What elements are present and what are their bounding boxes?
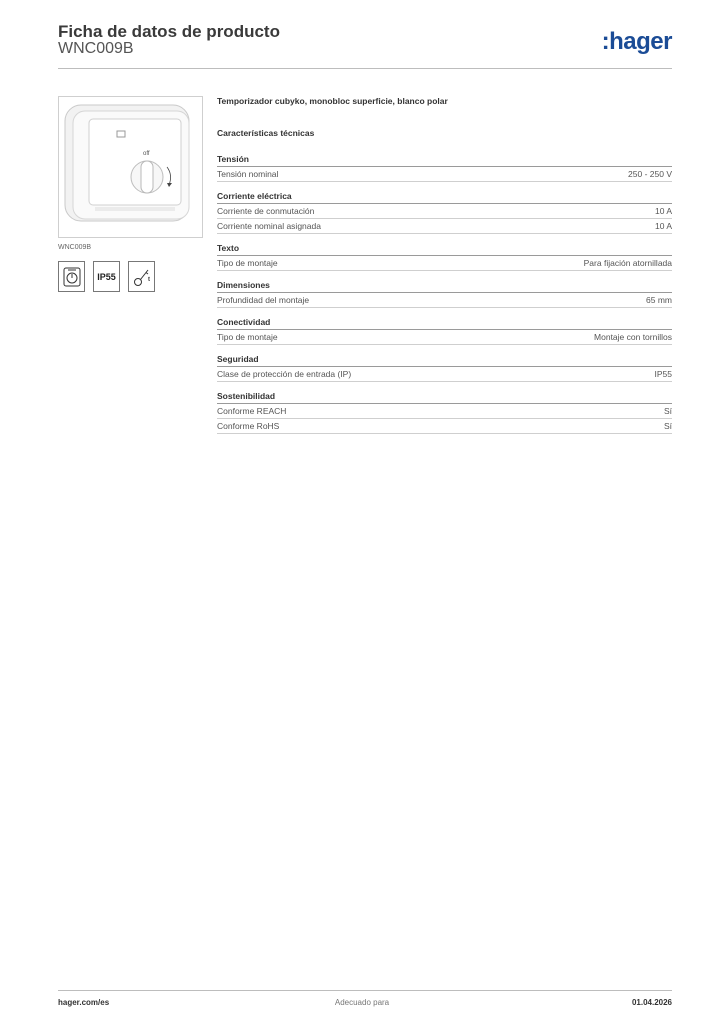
group-title: Corriente eléctrica (217, 191, 672, 204)
hager-logo: :hager (601, 28, 672, 55)
product-image (58, 96, 203, 238)
spec-value: 10 A (654, 221, 672, 231)
dial-off-label: off (143, 151, 150, 157)
footer-date: 01.04.2026 (631, 998, 672, 1007)
product-description: Temporizador cubyko, monobloc superficie, blanco polar (217, 96, 448, 106)
spec-value: 250 - 250 V (628, 169, 672, 179)
spec-sheet (217, 96, 672, 443)
footer-divider (58, 990, 672, 991)
page-title: Ficha de datos de producto (58, 22, 280, 41)
key-icon (128, 261, 155, 292)
spec-label: Profundidad del montaje (217, 295, 310, 305)
spec-label: Corriente de conmutación (217, 206, 315, 216)
group-title: Conectividad (217, 317, 672, 330)
group-title: Seguridad (217, 354, 672, 367)
image-caption: WNC009B (58, 244, 92, 251)
spec-group (217, 317, 672, 345)
feature-icons (58, 261, 155, 292)
spec-value: Sí (663, 421, 672, 431)
spec-row (217, 167, 672, 182)
spec-row (217, 404, 672, 419)
section-title: Características técnicas (217, 128, 315, 138)
spec-label: Corriente nominal asignada (217, 221, 321, 231)
spec-group (217, 191, 672, 234)
spec-group (217, 154, 672, 182)
spec-group (217, 354, 672, 382)
spec-row (217, 204, 672, 219)
spec-value: Sí (663, 406, 672, 416)
spec-row (217, 219, 672, 234)
spec-value: Montaje con tornillos (594, 332, 672, 342)
spec-value: Para fijación atornillada (583, 258, 672, 268)
spec-row (217, 367, 672, 382)
product-code: WNC009B (58, 40, 134, 57)
spec-group (217, 280, 672, 308)
spec-label: Tensión nominal (217, 169, 279, 179)
group-title: Texto (217, 243, 672, 256)
spec-value: 65 mm (646, 295, 672, 305)
group-title: Tensión (217, 154, 672, 167)
spec-value: IP55 (654, 369, 672, 379)
group-title: Sostenibilidad (217, 391, 672, 404)
ip55-badge: IP55 (93, 261, 120, 292)
group-title: Dimensiones (217, 280, 672, 293)
spec-row (217, 419, 672, 434)
spec-row (217, 293, 672, 308)
timer-switch-illustration (59, 97, 202, 237)
footer-center-text: Adecuado para (334, 998, 390, 1007)
spec-group (217, 243, 672, 271)
spec-group (217, 391, 672, 434)
brand-name: hager (609, 28, 672, 55)
spec-row (217, 256, 672, 271)
spec-label: Conforme RoHS (217, 421, 280, 431)
spec-label: Clase de protección de entrada (IP) (217, 369, 352, 379)
footer-website[interactable]: hager.com/es (58, 998, 110, 1007)
spec-label: Tipo de montaje (217, 258, 278, 268)
spec-label: Conforme REACH (217, 406, 287, 416)
spec-value: 10 A (654, 206, 672, 216)
header-divider (58, 68, 672, 69)
spec-row (217, 330, 672, 345)
spec-label: Tipo de montaje (217, 332, 278, 342)
timer-icon (58, 261, 85, 292)
svg-text:t: t (147, 276, 150, 283)
